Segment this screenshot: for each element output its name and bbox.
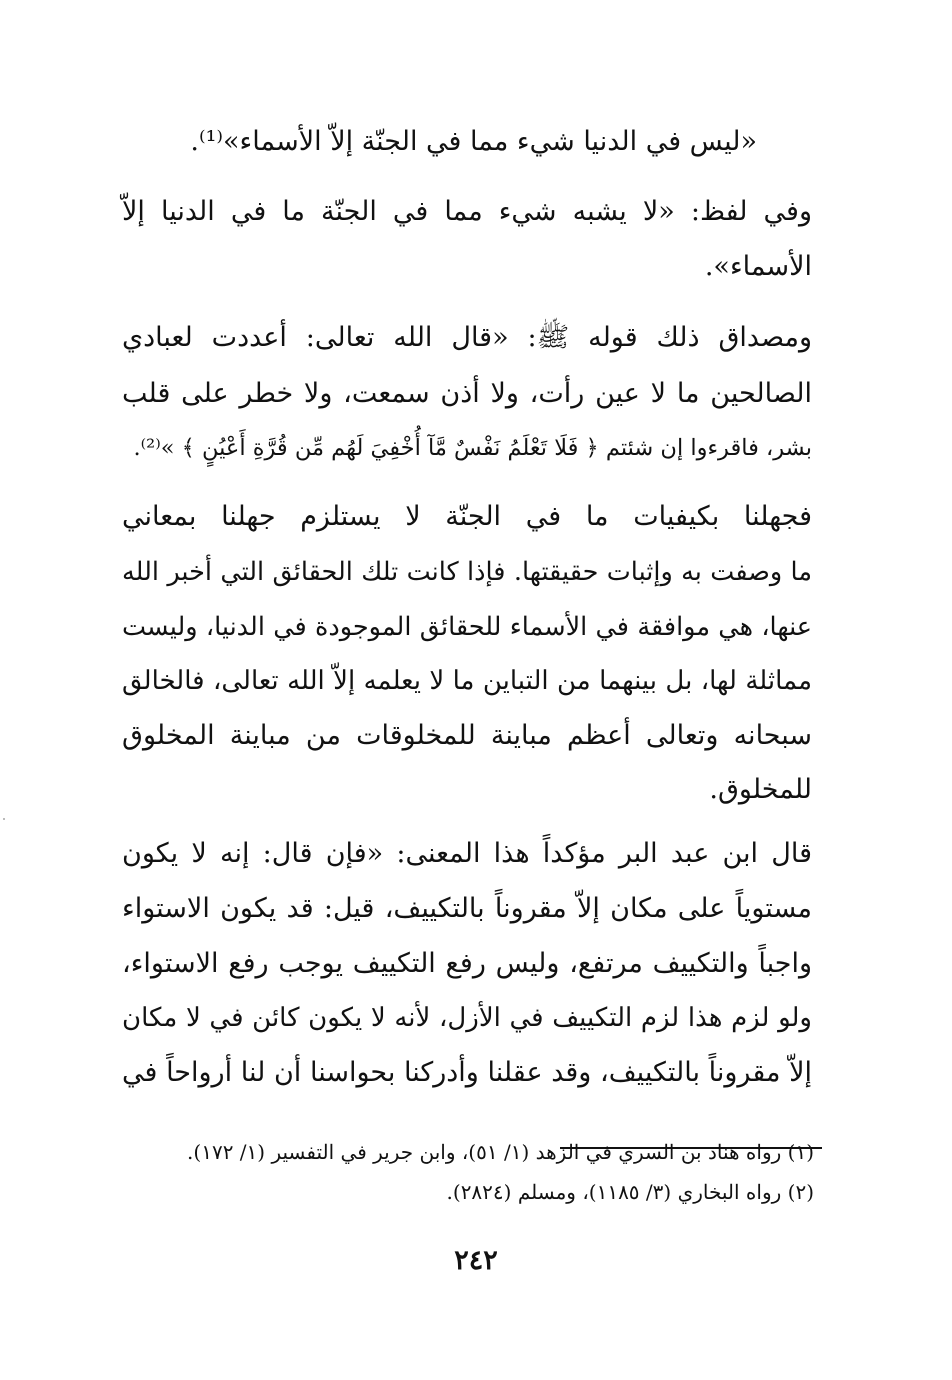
body-line-17: إلاّ مقروناً بالتكييف، وقد عقلنا وأدركنا بحواسنا أن لنا أرواحاً في bbox=[122, 1057, 812, 1088]
body-line-13: قال ابن عبد البر مؤكداً هذا المعنى: «فإن قال: إنه لا يكون bbox=[122, 838, 812, 869]
body-line-3: الأسماء». bbox=[704, 251, 812, 282]
body-line-10: مماثلة لها، بل بينهما من التباين ما لا يعلمه إلاّ الله تعالى، فالخالق bbox=[122, 666, 812, 696]
body-line-9: عنها، هي موافقة في الأسماء للحقائق الموجودة في الدنيا، وليست bbox=[122, 612, 812, 642]
body-line-4: ومصداق ذلك قوله ﷺ: «قال الله تعالى: أعددت لعبادي bbox=[122, 322, 812, 353]
footnote-2: (٢) رواه البخاري (٣/ ١١٨٥)، ومسلم (٢٨٢٤). bbox=[446, 1180, 814, 1204]
body-line-12: للمخلوق. bbox=[709, 774, 812, 805]
scan-speck bbox=[3, 818, 5, 820]
body-line-2: وفي لفظ: «لا يشبه شيء مما في الجنّة ما في الدنيا إلاّ bbox=[122, 196, 812, 227]
body-line-8: ما وصفت به وإثبات حقيقتها. فإذا كانت تلك الحقائق التي أخبر الله bbox=[122, 557, 812, 587]
body-line-7: فجهلنا بكيفيات ما في الجنّة لا يستلزم جهلنا بمعاني bbox=[122, 501, 812, 532]
body-line-11: سبحانه وتعالى أعظم مباينة للمخلوقات من مباينة المخلوق bbox=[122, 720, 812, 751]
body-line-14: مستوياً على مكان إلاّ مقروناً بالتكييف، قيل: قد يكون الاستواء bbox=[122, 893, 812, 924]
footnote-1: (١) رواه هناد بن السري في الزهد (١/ ٥١)، وابن جرير في التفسير (١/ ١٧٢). bbox=[187, 1140, 814, 1164]
body-line-1: «ليس في الدنيا شيء مما في الجنّة إلاّ الأسماء»⁽¹⁾. bbox=[190, 126, 757, 157]
body-line-6: بشر، فاقرءوا إن شئتم ﴿ فَلَا تَعْلَمُ نَفْسٌ مَّآ أُخْفِيَ لَهُم مِّن قُرَّةِ أَعْيُنٍ ﴾ »⁽²⁾. bbox=[133, 435, 812, 461]
body-line-16: ولو لزم هذا لزم التكييف في الأزل، لأنه لا يكون كائن في لا مكان bbox=[122, 1003, 812, 1033]
body-line-15: واجباً والتكييف مرتفع، وليس رفع التكييف يوجب رفع الاستواء، bbox=[122, 948, 812, 979]
body-line-5: الصالحين ما لا عين رأت، ولا أذن سمعت، ولا خطر على قلب bbox=[122, 378, 812, 409]
page-number: ٢٤٢ bbox=[454, 1245, 498, 1276]
